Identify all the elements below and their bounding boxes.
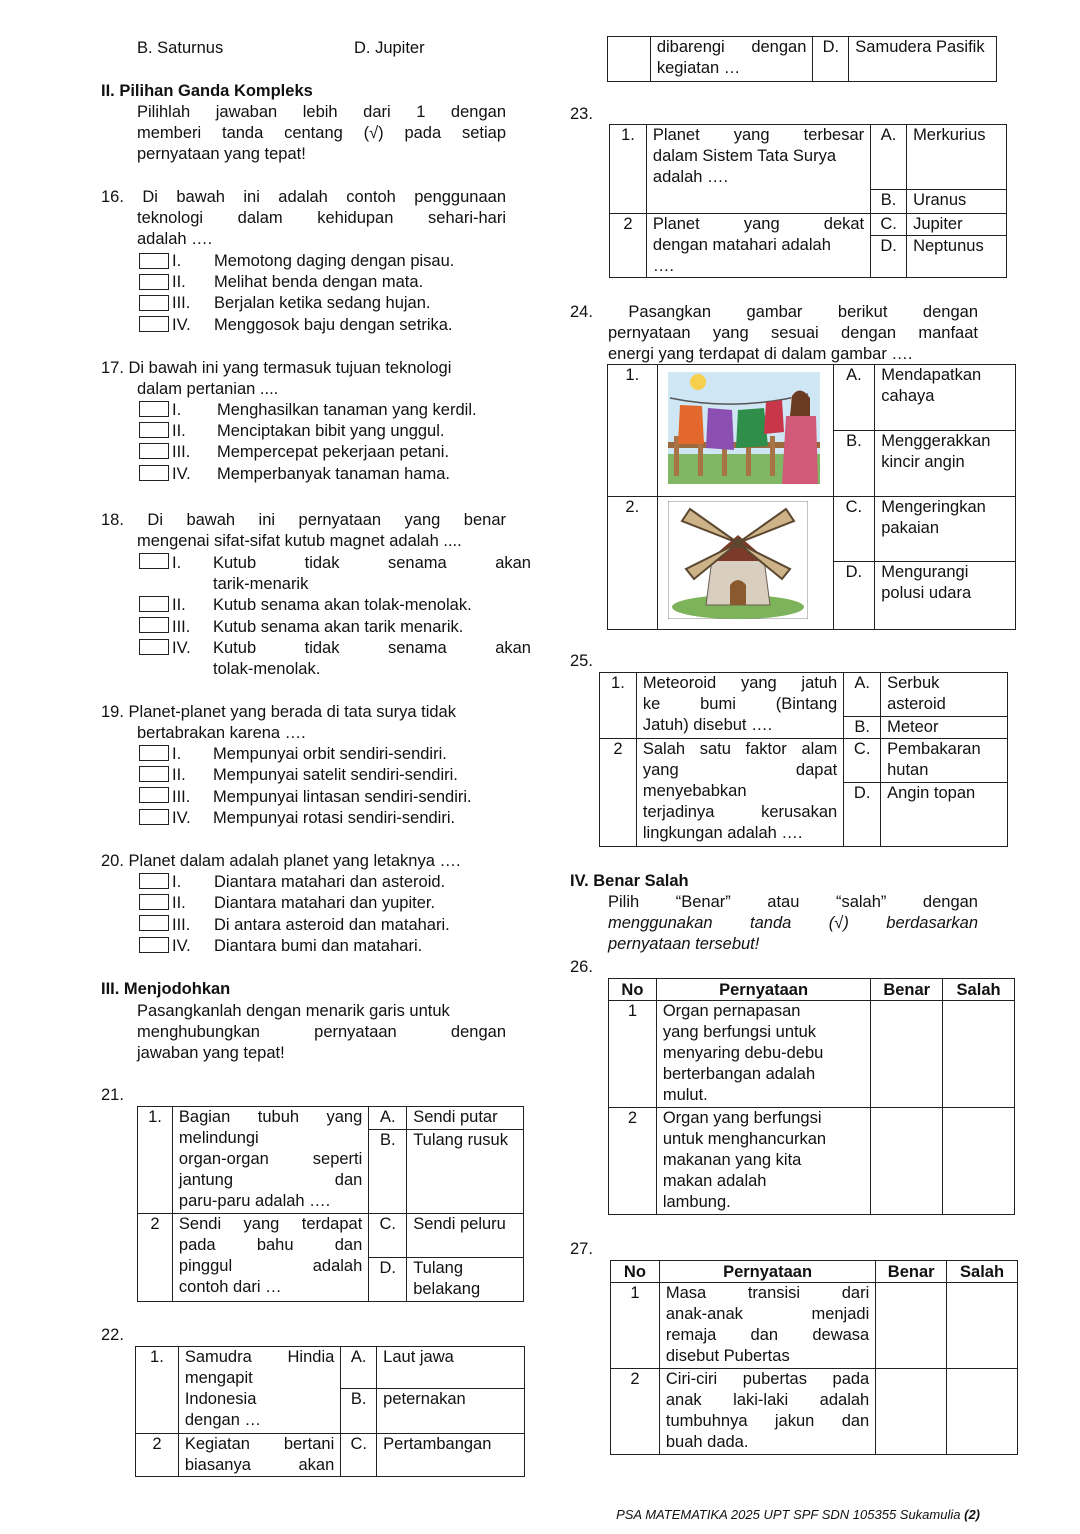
option-text: Berjalan ketika sedang hujan. xyxy=(214,294,431,312)
option-b-saturnus: B. Saturnus xyxy=(137,39,224,57)
question-24: 24. Pasangkan gambar berikut dengan pernyataan yang sesuai dengan manfaat energi yang terdapat di dalam gambar …. xyxy=(570,303,978,363)
checkbox-17-4[interactable] xyxy=(139,465,169,481)
benar-answer-cell[interactable] xyxy=(876,1283,947,1369)
statement-1: Planet yang terbesar dalam Sistem Tata Surya adalah …. xyxy=(646,125,870,214)
matching-table-22 xyxy=(135,1346,525,1477)
option-num: II. xyxy=(172,422,186,440)
option-letter: B. xyxy=(871,190,907,214)
option-answer: Sendi putar xyxy=(407,1107,524,1130)
table-row: 2 Organ yang berfungsi untuk menghancurkan makanan yang kita makan adalah lambung. xyxy=(609,1108,1015,1215)
checkbox-18-2[interactable] xyxy=(139,596,169,612)
image-cell-2 xyxy=(657,497,833,630)
option-text: Kutub senama akan tarik menarik. xyxy=(213,618,464,636)
option-num: III. xyxy=(172,788,191,806)
question-20: 20. Planet dalam adalah planet yang letaknya …. xyxy=(101,852,461,870)
statement-1: Bagian tubuh yang melindungi organ-organ seperti jantung dan paru-paru adalah …. xyxy=(172,1107,368,1214)
statement-1: Meteoroid yang jatuh ke bumi (Bintang Jatuh) disebut …. xyxy=(636,673,843,739)
row-number: 2 xyxy=(610,214,647,278)
option-num: I. xyxy=(172,745,182,763)
benar-answer-cell[interactable] xyxy=(871,1108,943,1215)
option-letter: A. xyxy=(871,125,907,190)
option-num: IV. xyxy=(172,937,191,955)
row-number: 2 xyxy=(136,1434,179,1477)
question-19: 19. Planet-planet yang berada di tata surya tidak bertabrakan karena …. xyxy=(101,703,456,742)
question-22-number: 22. xyxy=(101,1326,124,1344)
row-number: 2. xyxy=(608,497,658,630)
option-text: Diantara matahari dan asteroid. xyxy=(214,873,446,891)
option-text: Mempercepat pekerjaan petani. xyxy=(217,443,450,461)
checkbox-19-4[interactable] xyxy=(139,809,169,825)
option-text: Mempunyai orbit sendiri-sendiri. xyxy=(213,745,447,763)
salah-answer-cell[interactable] xyxy=(943,1001,1015,1108)
option-text: Di antara asteroid dan matahari. xyxy=(214,916,450,934)
option-answer: Samudera Pasifik xyxy=(849,37,997,82)
matching-table-21 xyxy=(137,1106,524,1302)
table-row: 1 Masa transisi dari anak-anak menjadi remaja dan dewasa disebut Pubertas xyxy=(611,1283,1018,1369)
checkbox-19-3[interactable] xyxy=(139,787,169,803)
option-text: Kutub tidak senama akan xyxy=(213,554,531,572)
option-answer: Merkurius xyxy=(907,125,1007,190)
option-num: II. xyxy=(172,894,186,912)
option-num: II. xyxy=(172,766,186,784)
option-text: Diantara bumi dan matahari. xyxy=(214,937,423,955)
statement-2-cont: dibarengi dengan kegiatan … xyxy=(650,37,813,82)
checkbox-19-2[interactable] xyxy=(139,766,169,782)
header-benar: Benar xyxy=(871,979,943,1001)
header-statement: Pernyataan xyxy=(659,1261,875,1283)
matching-table-24 xyxy=(607,364,1016,630)
option-num: III. xyxy=(172,443,191,461)
checkbox-19-1[interactable] xyxy=(139,745,169,761)
page-footer: PSA MATEMATIKA 2025 UPT SPF SDN 105355 Sukamulia (2) xyxy=(616,1507,980,1522)
option-text: Melihat benda dengan mata. xyxy=(214,273,424,291)
option-text: Mempunyai rotasi sendiri-sendiri. xyxy=(213,809,456,827)
option-text: Diantara matahari dan yupiter. xyxy=(214,894,436,912)
option-num: IV. xyxy=(172,809,191,827)
header-benar: Benar xyxy=(876,1261,947,1283)
windmill-icon xyxy=(668,501,808,619)
section-2-title: II. Pilihan Ganda Kompleks xyxy=(101,82,313,100)
section-3-instructions: Pasangkanlah dengan menarik garis untuk menghubungkan pernyataan dengan jawaban yang tepat! xyxy=(137,1002,506,1062)
salah-answer-cell[interactable] xyxy=(947,1283,1018,1369)
salah-answer-cell[interactable] xyxy=(943,1108,1015,1215)
option-letter: D. xyxy=(813,37,849,82)
checkbox-20-1[interactable] xyxy=(139,873,169,889)
option-letter: C. xyxy=(341,1434,377,1477)
row-number: 1. xyxy=(600,673,637,739)
option-answer: Mengeringkan pakaian xyxy=(875,497,1016,562)
option-letter: B. xyxy=(369,1130,407,1214)
checkbox-16-1[interactable] xyxy=(139,253,169,269)
statement-2: Planet yang dekat dengan matahari adalah …. xyxy=(646,214,870,278)
checkbox-16-4[interactable] xyxy=(139,316,169,332)
row-number: 1. xyxy=(610,125,647,214)
option-num: I. xyxy=(172,401,182,419)
option-answer: Meteor xyxy=(881,717,1008,739)
checkbox-18-1[interactable] xyxy=(139,553,169,569)
table-row: 2 Ciri-ciri pubertas pada anak laki-laki adalah tumbuhnya jakun dan buah dada. xyxy=(611,1369,1018,1455)
option-num: III. xyxy=(172,618,191,636)
checkbox-18-4[interactable] xyxy=(139,639,169,655)
option-answer: Laut jawa xyxy=(377,1347,525,1389)
salah-answer-cell[interactable] xyxy=(947,1369,1018,1455)
checkbox-16-3[interactable] xyxy=(139,295,169,311)
option-letter: A. xyxy=(844,673,881,717)
question-18: 18. Di bawah ini pernyataan yang benar mengenai sifat-sifat kutub magnet adalah .... xyxy=(101,511,506,550)
section-4-instructions: Pilih “Benar” atau “salah” dengan menggunakan tanda (√) berdasarkan pernyataan tersebut! xyxy=(608,893,978,953)
option-answer: Jupiter xyxy=(907,214,1007,236)
statement: Ciri-ciri pubertas pada anak laki-laki adalah tumbuhnya jakun dan buah dada. xyxy=(659,1369,875,1455)
row-number: 2 xyxy=(600,739,637,847)
option-answer: Tulang rusuk xyxy=(407,1130,524,1214)
question-26-number: 26. xyxy=(570,958,593,976)
header-no: No xyxy=(611,1261,660,1283)
option-num: II. xyxy=(172,596,186,614)
option-letter: D. xyxy=(833,561,875,629)
option-answer: Menggerakkan kincir angin xyxy=(875,431,1016,497)
statement-2: Sendi yang terdapat pada bahu dan pinggul adalah contoh dari … xyxy=(172,1214,368,1302)
question-16: 16. Di bawah ini adalah contoh penggunaan teknologi dalam kehidupan sehari-hari adalah …. xyxy=(101,188,506,248)
option-answer: Pembakaran hutan xyxy=(881,739,1008,783)
option-d-jupiter: D. Jupiter xyxy=(354,39,425,57)
option-answer: Uranus xyxy=(907,190,1007,214)
option-num: III. xyxy=(172,916,191,934)
option-num: IV. xyxy=(172,465,191,483)
checkbox-20-2[interactable] xyxy=(139,894,169,910)
header-no: No xyxy=(609,979,657,1001)
option-text: Kutub senama akan tolak-menolak. xyxy=(213,596,472,614)
header-statement: Pernyataan xyxy=(656,979,870,1001)
section-3-title: III. Menjodohkan xyxy=(101,980,231,998)
row-number: 1. xyxy=(608,365,658,497)
header-salah: Salah xyxy=(943,979,1015,1001)
option-letter: D. xyxy=(369,1258,407,1302)
option-letter: A. xyxy=(833,365,875,431)
option-letter: C. xyxy=(369,1214,407,1258)
checkbox-20-3[interactable] xyxy=(139,915,169,931)
checkbox-16-2[interactable] xyxy=(139,274,169,290)
statement-2: Salah satu faktor alam yang dapat menyebabkan terjadinya kerusakan lingkungan adalah …. xyxy=(636,739,843,847)
option-num: IV. xyxy=(172,316,191,334)
option-letter: A. xyxy=(369,1107,407,1130)
row-number: 2 xyxy=(138,1214,173,1302)
option-answer: Neptunus xyxy=(907,236,1007,278)
option-answer: Sendi peluru xyxy=(407,1214,524,1258)
checkbox-18-3[interactable] xyxy=(139,617,169,633)
row-number: 1. xyxy=(138,1107,173,1214)
benar-answer-cell[interactable] xyxy=(876,1369,947,1455)
option-letter: B. xyxy=(833,431,875,497)
header-salah: Salah xyxy=(947,1261,1018,1283)
option-text: Memperbanyak tanaman hama. xyxy=(217,465,450,483)
clothesline-drying-icon xyxy=(668,372,820,484)
statement: Organ pernapasan yang berfungsi untuk menyaring debu-debu berterbangan adalah mulut. xyxy=(656,1001,870,1108)
option-answer: Pertambangan xyxy=(377,1434,525,1477)
option-answer: Mendapatkan cahaya xyxy=(875,365,1016,431)
option-letter: C. xyxy=(833,497,875,562)
section-2-instructions: Pilihlah jawaban lebih dari 1 dengan memberi tanda centang (√) pada setiap pernyataan yang tepat! xyxy=(137,103,506,163)
option-answer: Mengurangi polusi udara xyxy=(875,561,1016,629)
option-text: Mempunyai lintasan sendiri-sendiri. xyxy=(213,788,472,806)
true-false-table-26 xyxy=(608,978,1015,1215)
benar-answer-cell[interactable] xyxy=(871,1001,943,1108)
checkbox-17-1[interactable] xyxy=(139,401,169,417)
checkbox-17-2[interactable] xyxy=(139,422,169,438)
matching-table-23 xyxy=(609,124,1007,278)
option-text: Kutub tidak senama akan xyxy=(213,639,531,657)
row-number: 1. xyxy=(136,1347,179,1434)
option-num: I. xyxy=(172,554,182,572)
option-text: Menciptakan bibit yang unggul. xyxy=(217,422,445,440)
question-17: 17. Di bawah ini yang termasuk tujuan teknologi dalam pertanian .... xyxy=(101,359,452,398)
question-21-number: 21. xyxy=(101,1086,124,1104)
option-num: II. xyxy=(172,273,186,291)
option-num: I. xyxy=(172,252,182,270)
option-answer: Angin topan xyxy=(881,783,1008,847)
matching-table-25 xyxy=(599,672,1008,847)
option-answer: Tulang belakang xyxy=(407,1258,524,1302)
option-answer: peternakan xyxy=(377,1389,525,1434)
option-text: Menggosok baju dengan setrika. xyxy=(214,316,453,334)
option-num: III. xyxy=(172,294,191,312)
option-text: Memotong daging dengan pisau. xyxy=(214,252,455,270)
option-answer: Serbuk asteroid xyxy=(881,673,1008,717)
table-row: 1 Organ pernapasan yang berfungsi untuk menyaring debu-debu berterbangan adalah mulut. xyxy=(609,1001,1015,1108)
option-num: IV. xyxy=(172,639,191,657)
true-false-table-27 xyxy=(610,1260,1018,1455)
image-cell-1 xyxy=(657,365,833,497)
statement-1: Samudra Hindia mengapit Indonesia dengan … xyxy=(178,1347,340,1434)
option-num: I. xyxy=(172,873,182,891)
option-text-cont: tarik-menarik xyxy=(213,575,309,593)
matching-table-22-continued xyxy=(607,36,997,82)
option-text: Mempunyai satelit sendiri-sendiri. xyxy=(213,766,458,784)
option-letter: D. xyxy=(844,783,881,847)
statement: Masa transisi dari anak-anak menjadi remaja dan dewasa disebut Pubertas xyxy=(659,1283,875,1369)
question-25-number: 25. xyxy=(570,652,593,670)
option-letter: C. xyxy=(871,214,907,236)
statement-2: Kegiatan bertani biasanya akan xyxy=(178,1434,340,1477)
option-text: Menghasilkan tanaman yang kerdil. xyxy=(217,401,477,419)
section-4-title: IV. Benar Salah xyxy=(570,872,689,890)
option-text-cont: tolak-menolak. xyxy=(213,660,321,678)
option-letter: C. xyxy=(844,739,881,783)
option-letter: B. xyxy=(341,1389,377,1434)
option-letter: B. xyxy=(844,717,881,739)
option-letter: D. xyxy=(871,236,907,278)
statement: Organ yang berfungsi untuk menghancurkan makanan yang kita makan adalah lambung. xyxy=(656,1108,870,1215)
question-23-number: 23. xyxy=(570,105,593,123)
checkbox-20-4[interactable] xyxy=(139,937,169,953)
option-letter: A. xyxy=(341,1347,377,1389)
checkbox-17-3[interactable] xyxy=(139,443,169,459)
question-27-number: 27. xyxy=(570,1240,593,1258)
